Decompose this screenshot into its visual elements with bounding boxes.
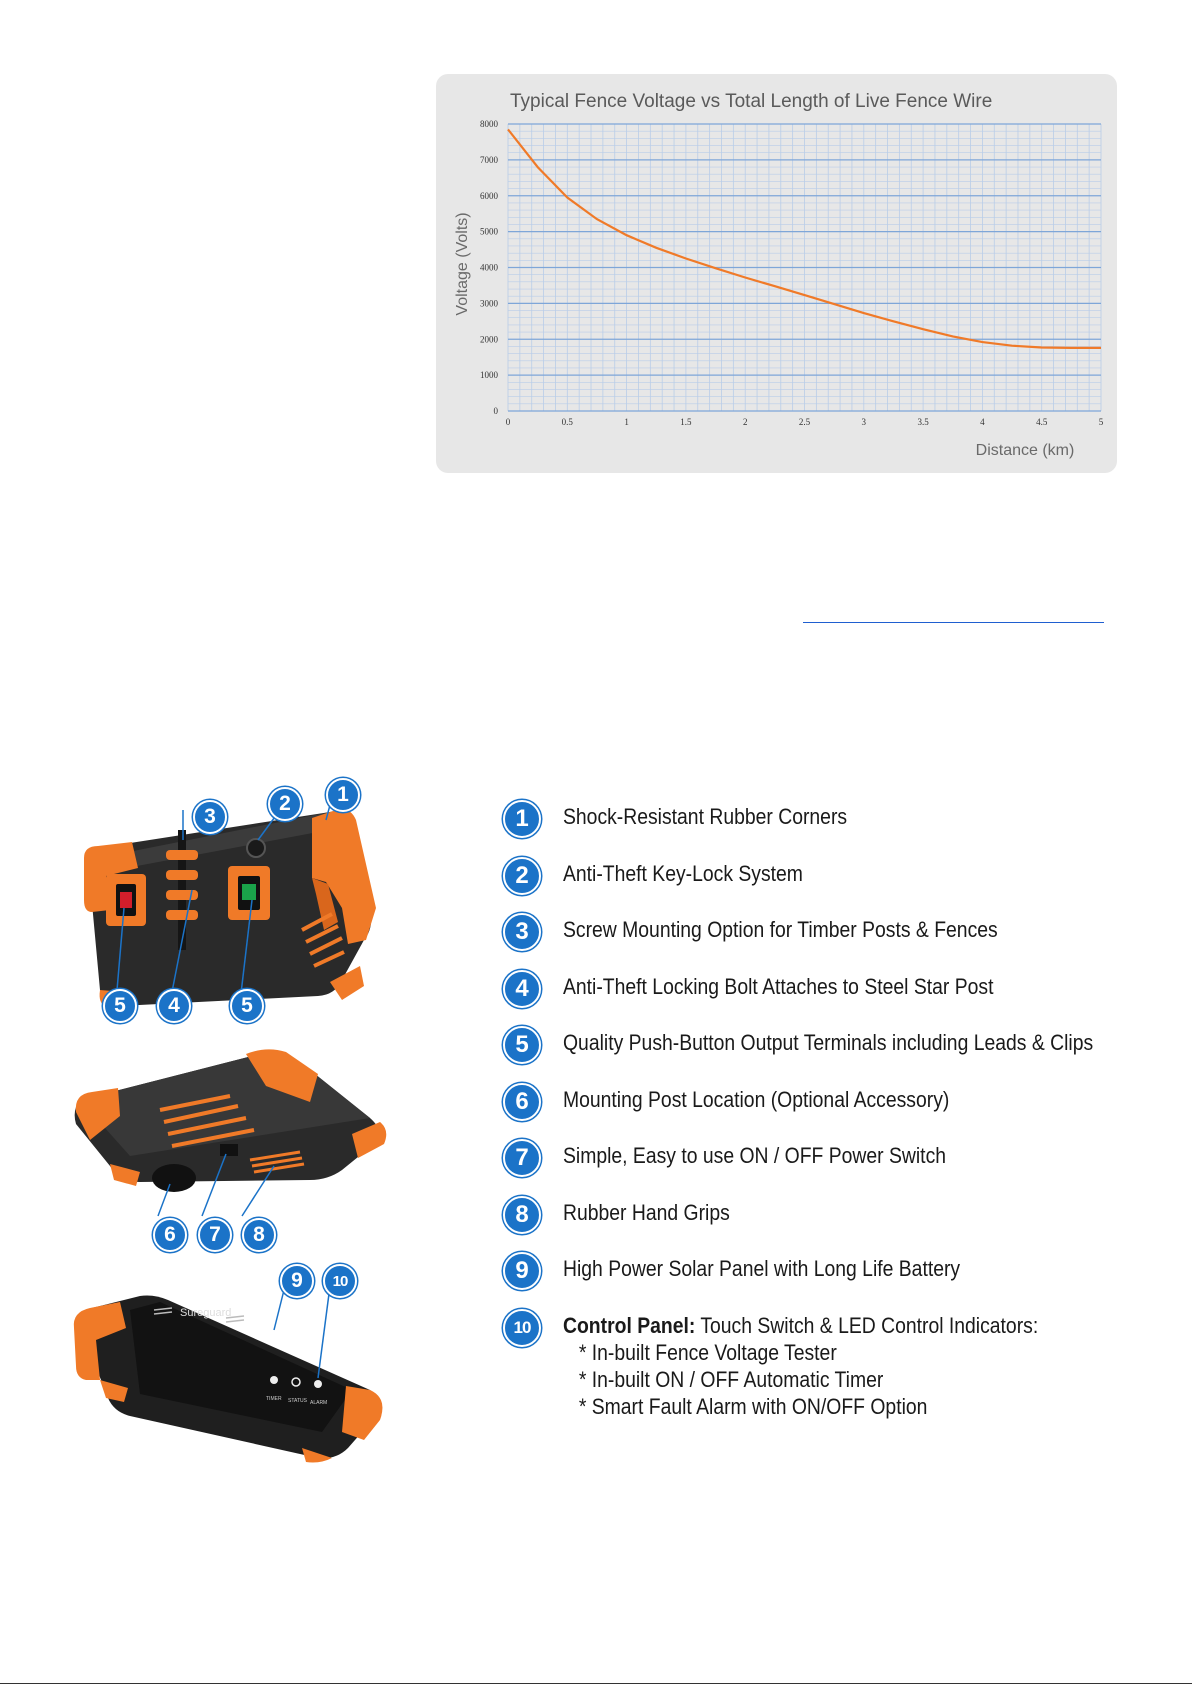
- chart-svg: [436, 74, 1117, 473]
- chart-x-ticks: [506, 417, 1104, 427]
- x-tick-label: 2.5: [798, 417, 811, 427]
- y-tick-label: 8000: [480, 119, 498, 129]
- chart-x-axis-label: Distance (km): [975, 442, 1075, 459]
- feature-number-badge: 9: [503, 1252, 541, 1290]
- control-panel-sub-item: * In-built ON / OFF Automatic Timer: [578, 1367, 884, 1392]
- callout-10: 10: [323, 1264, 357, 1298]
- feature-number-badge: 7: [503, 1139, 541, 1177]
- callout-8: 8: [242, 1218, 276, 1252]
- device-front-view: [80, 790, 380, 1020]
- callout-4: 4: [157, 989, 191, 1023]
- feature-number-badge: 8: [503, 1196, 541, 1234]
- y-tick-label: 2000: [480, 334, 498, 345]
- device-underside-view: [70, 1040, 390, 1220]
- feature-item: [503, 913, 1057, 951]
- feature-item: [503, 1083, 1002, 1121]
- feature-text: Rubber Hand Grips: [563, 1200, 730, 1225]
- control-panel-text: Touch Switch & LED Control Indicators:: [700, 1313, 1039, 1338]
- feature-text: Anti-Theft Locking Bolt Attaches to Steel Star Post: [563, 974, 994, 999]
- feature-item: [503, 1026, 1165, 1064]
- callout-7: 7: [198, 1218, 232, 1252]
- callout-1: 1: [326, 778, 360, 812]
- voltage-chart: [436, 74, 1117, 473]
- control-panel-label: Control Panel:: [563, 1313, 696, 1338]
- feature-item: [503, 1196, 753, 1234]
- feature-text: Quality Push-Button Output Terminals including Leads & Clips: [563, 1030, 1094, 1055]
- callout-5-left: 5: [103, 989, 137, 1023]
- y-tick-label: 3000: [480, 298, 498, 309]
- x-tick-label: 3.5: [917, 417, 929, 427]
- x-tick-label: 2: [742, 417, 748, 427]
- feature-item: [503, 970, 1052, 1008]
- callout-9: 9: [280, 1264, 314, 1298]
- x-tick-label: 4.5: [1036, 417, 1048, 427]
- x-tick-label: 3: [861, 417, 867, 427]
- page-bottom-rule: [0, 1683, 1192, 1684]
- y-tick-label: 7000: [480, 154, 498, 165]
- chart-y-ticks: [480, 119, 499, 416]
- callout-6: 6: [153, 1218, 187, 1252]
- x-tick-label: 5: [1098, 417, 1104, 427]
- feature-number-badge: 2: [503, 857, 541, 895]
- chart-y-axis-label: Voltage (Volts): [454, 212, 471, 316]
- y-tick-label: 1000: [480, 370, 498, 381]
- panel-label-timer: TIMER: [266, 1396, 282, 1402]
- feature-text: Mounting Post Location (Optional Accessory): [563, 1087, 950, 1112]
- feature-text: [563, 1312, 1038, 1420]
- feature-number-badge: 6: [503, 1083, 541, 1121]
- feature-item: [503, 800, 886, 838]
- control-panel-sub-item: * Smart Fault Alarm with ON/OFF Option: [578, 1394, 928, 1419]
- callout-2: 2: [268, 787, 302, 821]
- hyperlink-underline[interactable]: [803, 622, 1104, 623]
- y-tick-label: 4000: [480, 262, 498, 273]
- panel-label-alarm: ALARM: [310, 1400, 328, 1406]
- y-tick-label: 5000: [480, 226, 498, 237]
- panel-label-status: STATUS: [288, 1398, 307, 1404]
- control-panel-sub-item: * In-built Fence Voltage Tester: [578, 1340, 837, 1365]
- feature-number-badge: 5: [503, 1026, 541, 1064]
- feature-item-control-panel: [503, 1309, 1103, 1420]
- feature-number-badge: 1: [503, 800, 541, 838]
- feature-item: [503, 1139, 998, 1177]
- y-tick-label: 0: [493, 406, 498, 416]
- feature-item: [503, 857, 836, 895]
- x-tick-label: 1: [624, 417, 629, 427]
- x-tick-label: 0: [505, 417, 511, 427]
- callout-5-right: 5: [230, 989, 264, 1023]
- feature-text: High Power Solar Panel with Long Life Battery: [563, 1256, 961, 1281]
- feature-text: Simple, Easy to use ON / OFF Power Switch: [563, 1143, 947, 1168]
- device-brand: Sureguard: [180, 1307, 232, 1319]
- y-tick-label: 6000: [480, 190, 498, 201]
- device-top-view: [70, 1270, 390, 1470]
- feature-number-badge: 10: [503, 1309, 541, 1347]
- feature-text: Anti-Theft Key-Lock System: [563, 861, 803, 886]
- chart-title: Typical Fence Voltage vs Total Length of Live Fence Wire: [510, 91, 993, 112]
- x-tick-label: 4: [980, 417, 985, 427]
- feature-text: Screw Mounting Option for Timber Posts & Fences: [563, 917, 998, 942]
- feature-item: [503, 1252, 1014, 1290]
- x-tick-label: 0.5: [561, 417, 573, 427]
- x-tick-label: 1.5: [680, 417, 692, 427]
- feature-text: Shock-Resistant Rubber Corners: [563, 804, 848, 829]
- feature-number-badge: 3: [503, 913, 541, 951]
- callout-3: 3: [193, 800, 227, 834]
- feature-number-badge: 4: [503, 970, 541, 1008]
